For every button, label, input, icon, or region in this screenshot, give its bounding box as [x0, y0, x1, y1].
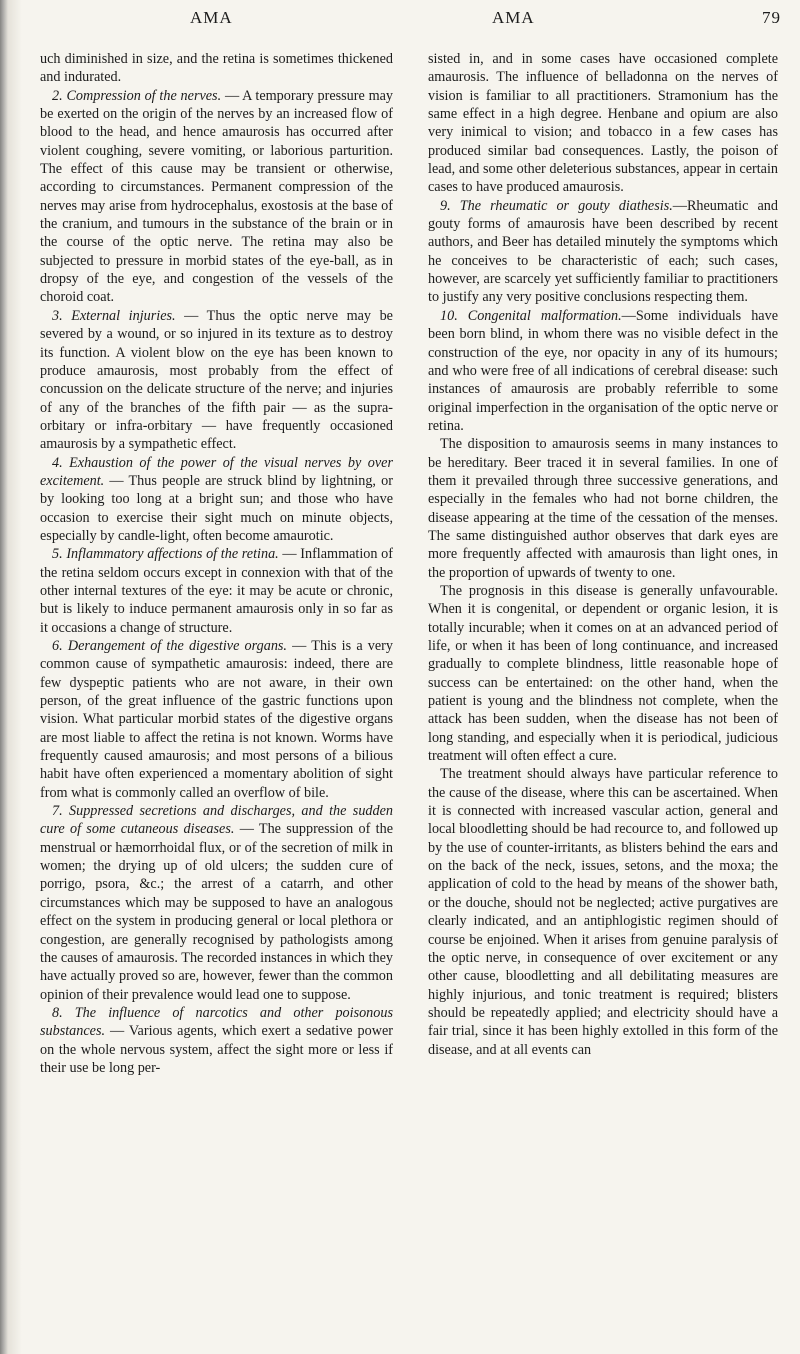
paragraph-heading: 10. Congenital malformation.	[440, 307, 622, 324]
paragraph-text: — This is a very common cause of sympathetic amaurosis: indeed, there are few dyspeptic patients who are not aware, in their own person, of the great influence of the gastric functions upon vision. What particular morbid states of the digestive organs are most liable to affect the retina is not known. Worms have frequently caused amaurosis; and most persons of a bilious habit have often experienced a momentary abolition of sight from what is commonly called an overflow of bile.	[40, 638, 393, 801]
paragraph	[428, 197, 778, 307]
paragraph	[40, 1004, 393, 1077]
paragraph-heading: 3. External injuries.	[52, 307, 176, 324]
paragraph	[428, 765, 778, 1059]
paragraph-heading: 7. Suppressed secretions and discharges, and the sudden cure of some cutaneous diseases.	[40, 803, 393, 838]
paragraph-text: — Thus the optic nerve may be severed by a wound, or so injured in its texture as to destroy its function. A violent blow on the eye has been known to produce amaurosis, most probably from the effect of concussion on the delicate structure of the nerve; and injuries of any of the branches of the fifth pair — as the supra-orbitary or infra-orbitary — have frequently occasioned amaurosis by a sympathetic effect.	[40, 307, 393, 453]
paragraph-heading: 9. The rheumatic or gouty diathesis.	[440, 197, 673, 214]
running-header	[0, 8, 800, 32]
paragraph-heading: 4. Exhaustion of the power of the visual nerves by over excitement.	[40, 454, 393, 489]
paragraph-text: — Inflammation of the retina seldom occurs except in connexion with that of the other internal textures of the eye: it may be acute or chronic, but is likely to induce permanent amaurosis only in so far as it occasions a change of structure.	[40, 546, 393, 636]
paragraph	[428, 307, 778, 435]
paragraph-text: uch diminished in size, and the retina is sometimes thickened and indurated.	[40, 51, 393, 86]
paragraph	[428, 435, 778, 582]
paragraph	[40, 637, 393, 802]
paragraph	[40, 87, 393, 307]
paragraph	[428, 582, 778, 765]
page-binding-shadow	[0, 0, 40, 1354]
paragraph-text: The treatment should always have particular reference to the cause of the disease, where this can be ascertained. When it is connected with increased vascular action, general and local bloodletting should be had recource to, and followed up by the use of counter-irritants, as blisters behind the ears and on the back of the neck, issues, setons, and the moxa; the application of cold to the head by means of the shower bath, or the douche, should not be neglected; active purgatives are clearly indicated, and an antiphlogistic regimen should of course be enjoined. When it arises from genuine paralysis of the optic nerve, in consequence of over excitement or any other cause, bloodletting and all debilitating measures are highly injurious, and tonic treatment is required; blisters should be repeatedly applied; and electricity should have a fair trial, since it has been highly extolled in this form of the disease, and at all events can	[428, 766, 778, 1058]
paragraph-text: —Rheumatic and gouty forms of amaurosis have been described by recent authors, and Beer has detailed minutely the symptoms which he conceives to be characteristic of each; such cases, however, are scarcely yet sufficiently familiar to practitioners to justify any very positive conclusions respecting them.	[428, 197, 778, 306]
paragraph-text: — The suppression of the menstrual or hæmorrhoidal flux, or of the secretion of milk in women; the drying up of old ulcers; the sudden cure of porrigo, psora, &c.; the arrest of a catarrh, and other circumstances which may be supposed to have an analogous effect on the system in producing general or local plethora or congestion, are generally recognised by pathologists among the causes of amaurosis. The recorded instances in which they have actually proved so are, however, fewer than the common opinion of their prevalence would lead one to suppose.	[40, 821, 393, 1003]
paragraph-heading: 6. Derangement of the digestive organs.	[52, 638, 287, 654]
paragraph	[40, 50, 393, 87]
paragraph	[40, 802, 393, 1004]
paragraph-text: sisted in, and in some cases have occasioned complete amaurosis. The influence of belladonna on the nerves of vision is familiar to all practitioners. Stramonium has the same effect in a high degree. Henbane and opium are also very inimical to vision; and tobacco in a few cases has produced similar bad consequences. Lastly, the poison of lead, and some other deleterious substances, appear in certain cases to have produced amaurosis.	[428, 51, 778, 196]
paragraph	[40, 307, 393, 454]
paragraph-text: — A temporary pressure may be exerted on the origin of the nerves by an increased flow of blood to the head, and hence amaurosis has occurred after violent coughing, severe vomiting, or laborious parturition. The effect of this cause may be transient or otherwise, according to circumstances. Permanent compression of the nerves may arise from hydrocephalus, exostosis at the base of the cranium, and tumours in the substance of the brain or in the course of the optic nerve. The retina may also be subjected to pressure in morbid states of the eye-ball, as in dropsy of the eye, and congestion of the vessels of the choroid coat.	[40, 87, 393, 306]
running-head-right: AMA	[492, 8, 535, 27]
paragraph-text: The prognosis in this disease is generally unfavourable. When it is congenital, or dependent or organic lesion, it is totally incurable; when it comes on at an advanced period of life, or when it has been of long continuance, and increased gradually to complete blindness, little reasonable hope of success can be entertained: on the other hand, when the patient is young and the blindness not complete, when the attack has been sudden, when the disease has not been of long standing, and especially when it is periodical, judicious treatment will often effect a cure.	[428, 582, 778, 765]
paragraph-heading: 2. Compression of the nerves.	[52, 87, 222, 104]
paragraph-text: —Some individuals have been born blind, in whom there was no visible defect in the construction of the eye, nor opacity in any of its humours; and who were free of all indications of cerebral disease: such instances of amaurosis are probably referrible to some original imperfection in the organisation of the optic nerve or retina.	[428, 307, 778, 434]
paragraph-text: The disposition to amaurosis seems in many instances to be hereditary. Beer traced it in several families. In one of them it prevailed through three successive generations, and especially in the females who had not borne children, the disease appearing at the time of the cessation of the menses. The same distinguished author observes that dark eyes are more frequently affected with amaurosis than light ones, in the proportion of upwards of twenty to one.	[428, 436, 778, 581]
running-head-left: AMA	[190, 8, 233, 27]
paragraph-text: — Thus people are struck blind by lightning, or by looking too long at a bright sun; and those who have occasion to exercise their sight much on minute objects, especially by candle-light, often become amaurotic.	[40, 472, 393, 544]
paragraph	[40, 545, 393, 637]
right-text-column	[428, 50, 778, 1059]
paragraph-heading: 8. The influence of narcotics and other poisonous substances.	[40, 1004, 393, 1040]
left-text-column	[40, 50, 393, 1077]
paragraph	[428, 50, 778, 197]
page-number: 79	[762, 8, 781, 27]
paragraph-text: — Various agents, which exert a sedative power on the whole nervous system, affect the sight more or less if their use be long per-	[40, 1023, 393, 1076]
paragraph	[40, 454, 393, 546]
paragraph-heading: 5. Inflammatory affections of the retina.	[52, 546, 279, 563]
